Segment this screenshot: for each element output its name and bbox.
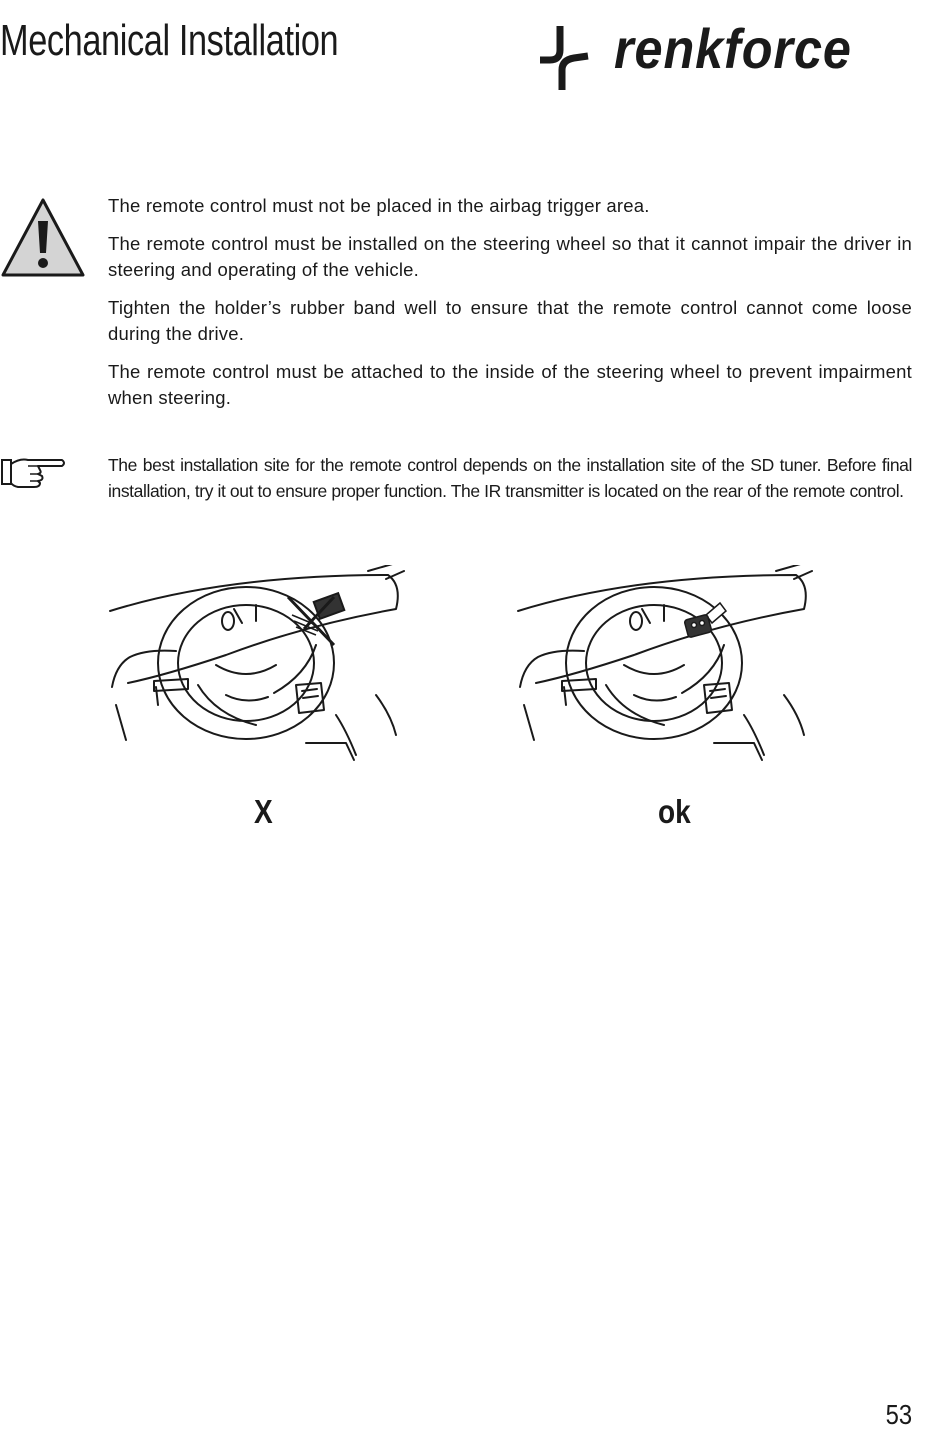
installation-note: The best installation site for the remote control depends on the installation site of the SD tuner. Before final installation, try it out to ensure proper function. The IR transmitter is located on the rear of the remote control. [108, 455, 912, 501]
pointing-hand-icon [0, 454, 66, 490]
correct-position-label: ok [658, 793, 691, 830]
renkforce-logo [538, 17, 913, 94]
warning-text [108, 193, 912, 423]
warning-paragraph: The remote control must be installed on the steering wheel so that it cannot impair the driver in steering and operating of the vehicle. [108, 233, 912, 280]
page-title: Mechanical Installation [0, 16, 339, 65]
brand-name: renkforce [614, 17, 852, 80]
wrong-position-illustration [106, 565, 406, 765]
warning-paragraph: The remote control must not be placed in the airbag trigger area. [108, 195, 650, 216]
correct-position-illustration [514, 565, 814, 765]
wrong-position-label: X [254, 793, 273, 830]
warning-triangle-icon [0, 197, 86, 279]
warning-paragraph: The remote control must be attached to the inside of the steering wheel to prevent impairment when steering. [108, 361, 912, 408]
warning-paragraph: Tighten the holder’s rubber band well to ensure that the remote control cannot come loose during the drive. [108, 297, 912, 344]
page-number: 53 [885, 1399, 912, 1430]
